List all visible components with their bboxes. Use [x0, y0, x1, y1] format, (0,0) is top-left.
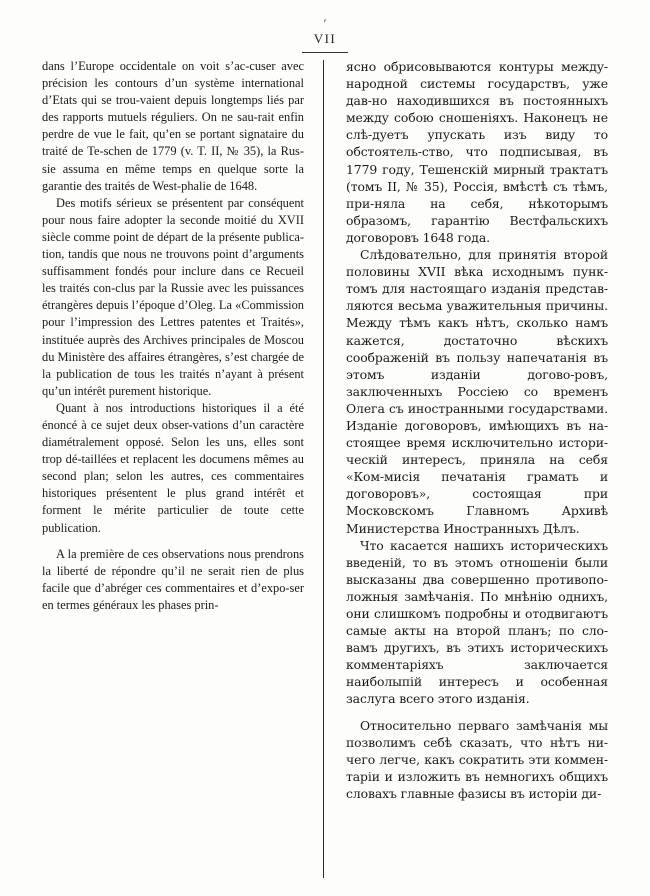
header-tick-mark: ′	[323, 16, 327, 30]
paragraph: Des motifs sérieux se présentent par conséquent pour nous faire adopter la seconde moitié du XVII siècle comme point de départ de la présente publica-tion, tandis que nous ne trouvons point d’arguments suffisamment fondés pour inclure dans ce Recueil les traités con-clus par la Russie avec les puissances étrangères depuis l’époque d’Oleg. La «Commission pour l’impression des Lettres patentes et Traités», instituée auprès des Archives principales de Moscou du Ministère des affaires étrangères, s’est chargée de la publication de tous les traités n’ayant à présent qu’un intérêt purement historique.	[42, 195, 304, 398]
paragraph: A la première de ces observations nous prendrons la liberté de répondre qu’il ne serait rien de plus facile que d’abréger ces commentaires et d’expo-ser en termes généraux les phases prin-	[42, 546, 304, 612]
paragraph: dans l’Europe occidentale on voit s’ac-cuser avec précision les contours d’un système international d’Etats qui se trou-vaient depuis longtemps liés par des rapports mutuels réguliers. On ne sau-rait enfin perdre de vue le fait, qu’en se portant signataire du traité de Te-schen de 1779 (v. T. II, № 35), la Rus-sie assuma en même temps en quelque sorte la garantie des traités de West-phalie de 1648.	[42, 59, 304, 193]
two-column-body	[42, 58, 608, 878]
column-right-russian	[346, 58, 608, 878]
paragraph: Относительно перваго замѣчанія мы позволимъ себѣ сказать, что нѣтъ ни-чего легче, какъ сократить эти коммен-таріи и изложить въ немногихъ общихъ словахъ главные фазисы въ исторіи ди-	[346, 717, 608, 801]
page-number: VII	[313, 31, 337, 46]
paragraph: Что касается нашихъ историческихъ введеній, то въ этомъ отношеніи были высказаны два совершенно противопо-ложныя замѣчанія. По мнѣнію однихъ, они слишкомъ подробны и отодвигаютъ самые акты на второй планъ; по сло-вамъ другихъ, въ этихъ историческихъ комментаріяхъ заключается наиболыпій интересъ и особенная заслуга всего этого изданія.	[346, 537, 608, 707]
page-header	[0, 18, 650, 53]
paragraph: Слѣдовательно, для принятія второй половины XVII вѣка исходнымъ пунк-томъ для настоящаго изданія представ-ляются весьма уважительныя причины. Между тѣмъ какъ нѣтъ, сколько намъ кажется, достаточно вѣскихъ соображеній въ пользу напечатанія въ этомъ изданіи догово-ровъ, заключенныхъ Россіею со временъ Олега съ иностранными государствами. Изданіе договоровъ, имѣющихъ въ на-стоящее время исключительно истори-ческій интересъ, приняла на себя «Ком-мисія печатанія грамать и договоровъ», состоящая при Московскомъ Главномъ Архивѣ Министерства Иностранныхъ Дѣлъ.	[346, 247, 608, 536]
column-left-french	[42, 58, 304, 878]
paragraph: ясно обрисовываются контуры между-народной системы государствъ, уже дав-но находившихся въ постоянныхъ между собою сношеніяхъ. Наконецъ не слѣ-дуетъ упускать изъ виду то обстоятель-ство, что подписывая, въ 1779 году, Тешенскій мирный трактатъ (томъ II, № 35), Россія, вмѣстѣ съ тѣмъ, при-няла на себя, нѣкоторымъ образомъ, гарантію Вестфальскихъ договоровъ 1648 года.	[346, 59, 608, 245]
paragraph: Quant à nos introductions historiques il a été énoncé à ce sujet deux obser-vations d’un caractère diamétralement opposé. Selon les uns, elles sont trop dé-taillées et replacent les documens mêmes au second plan; selon les autres, ces commentaires historiques présentent le plus grand intérêt et forment le mérite particulier de toute cette publication.	[42, 400, 304, 535]
column-divider-rule	[323, 60, 324, 878]
folio-rule	[302, 52, 348, 53]
